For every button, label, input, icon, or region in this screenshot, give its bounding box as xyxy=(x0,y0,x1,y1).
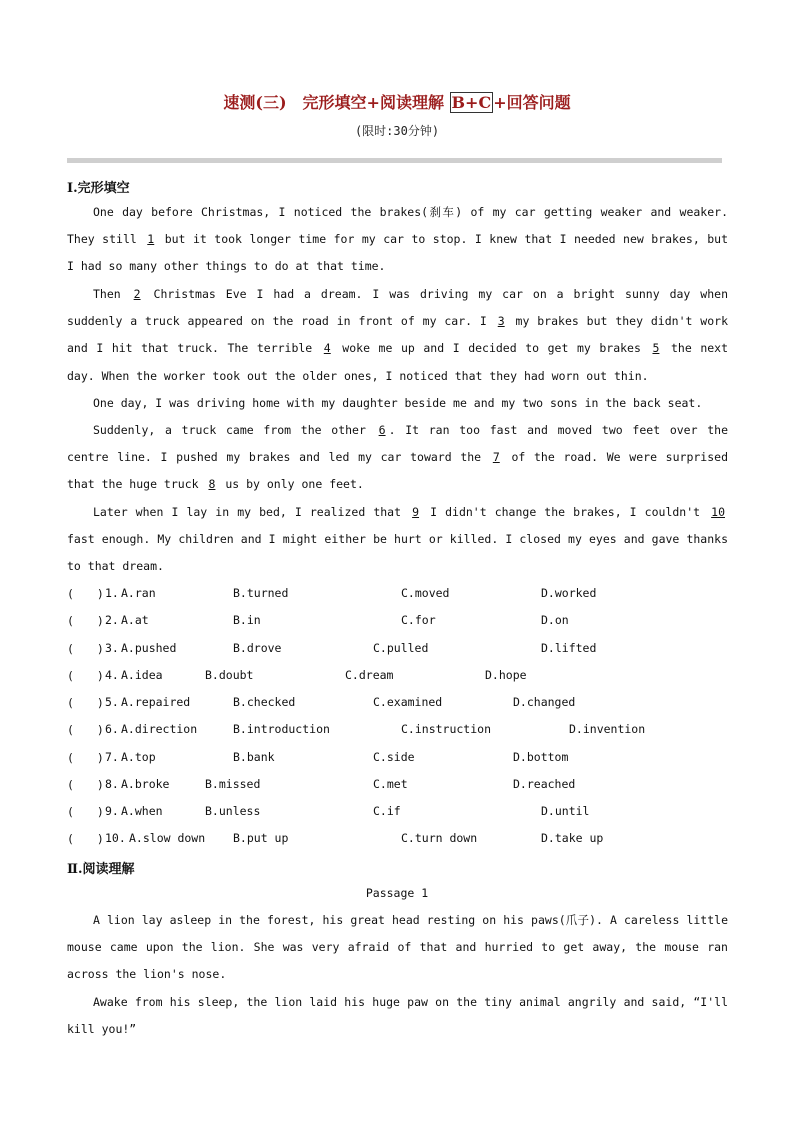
passage-title: Passage 1 xyxy=(365,886,429,900)
question-number: 10. xyxy=(105,831,126,845)
option-d: D.reached xyxy=(513,777,576,791)
question-8 xyxy=(67,777,728,797)
cloze-paragraph-2: Then 2 Christmas Eve I had a dream. I was driving my car on a bright sunny day when suddenly a truck appeared on the road in front of my car. I 3 my brakes but they didn't work and I hit that truck. The terrible 4 woke me up and I decided to get my brakes 5 the next day. When the worker took out the older ones, I noticed that they had worn out thin. xyxy=(67,281,728,390)
option-c: C.turn down xyxy=(401,831,478,845)
option-a: A.idea xyxy=(121,668,163,682)
blank-1: 1 xyxy=(147,232,155,247)
question-number: 7. xyxy=(105,750,119,764)
blank-2: 2 xyxy=(133,287,141,301)
option-b: B.doubt xyxy=(205,668,254,682)
question-number: 6. xyxy=(105,722,119,736)
option-d: D.worked xyxy=(541,586,597,600)
option-a: A.top xyxy=(121,750,156,764)
option-b: B.bank xyxy=(233,750,275,764)
answer-bracket[interactable]: ( ) xyxy=(67,832,104,846)
answer-bracket[interactable]: ( ) xyxy=(67,751,104,765)
title-text-end: +回答问题 xyxy=(493,93,571,112)
divider xyxy=(67,158,722,163)
title-text: 速测(三) 完形填空+阅读理解 xyxy=(223,93,450,112)
cloze-paragraph-1: One day before Christmas, I noticed the brakes(刹车) of my car getting weaker and weaker. They still 1 but it took longer time for my car to stop. I knew that I needed new brakes, but I had so many other things to do at that time. xyxy=(67,205,728,274)
option-a: A.broke xyxy=(121,777,170,791)
cloze-paragraph-4: Suddenly, a truck came from the other 6 . It ran too fast and moved two feet over the centre line. I pushed my brakes and led my car toward the 7 of the road. We were surprised that the huge truck 8 us by only one feet. xyxy=(67,417,728,499)
option-c: C.instruction xyxy=(401,722,492,736)
question-6 xyxy=(67,722,728,742)
question-number: 5. xyxy=(105,695,119,709)
option-d: D.take up xyxy=(541,831,604,845)
option-c: C.pulled xyxy=(373,641,429,655)
question-number: 1. xyxy=(105,586,119,600)
blank-7: 7 xyxy=(492,450,500,465)
blank-10: 10 xyxy=(711,505,725,519)
question-number: 4. xyxy=(105,668,119,682)
option-b: B.drove xyxy=(233,641,282,655)
answer-bracket[interactable]: ( ) xyxy=(67,778,104,792)
cloze-paragraph-5: Later when I lay in my bed, I realized that 9 I didn't change the brakes, I couldn't 10 fast enough. My children and I might either be hurt or killed. I closed my eyes and gave thanks to that dream. xyxy=(67,499,728,581)
option-a: A.pushed xyxy=(121,641,177,655)
option-d: D.lifted xyxy=(541,641,597,655)
reading-paragraph-2: Awake from his sleep, the lion laid his huge paw on the tiny animal angrily and said, “I'll kill you!” xyxy=(67,995,728,1037)
cloze-paragraph-3: One day, I was driving home with my daughter beside me and my two sons in the back seat. xyxy=(93,396,703,410)
option-d: D.until xyxy=(541,804,590,818)
blank-5: 5 xyxy=(652,341,660,356)
option-a: A.at xyxy=(121,613,149,627)
answer-bracket[interactable]: ( ) xyxy=(67,669,104,683)
section-heading-reading: Ⅱ.阅读理解 xyxy=(67,862,135,877)
blank-3: 3 xyxy=(497,314,505,329)
option-c: C.if xyxy=(373,804,401,818)
question-7 xyxy=(67,750,728,770)
option-b: B.introduction xyxy=(233,722,330,736)
option-b: B.put up xyxy=(233,831,289,845)
answer-bracket[interactable]: ( ) xyxy=(67,587,104,601)
reading-paragraph-1: A lion lay asleep in the forest, his great head resting on his paws(爪子). A careless little mouse came upon the lion. She was very afraid of that and hurried to get away, the mouse ran across the lion's nose. xyxy=(67,913,728,982)
option-c: C.for xyxy=(401,613,436,627)
option-d: D.hope xyxy=(485,668,527,682)
question-number: 8. xyxy=(105,777,119,791)
section-heading-cloze: Ⅰ.完形填空 xyxy=(67,181,130,196)
option-c: C.moved xyxy=(401,586,450,600)
option-a: A.repaired xyxy=(121,695,191,709)
answer-bracket[interactable]: ( ) xyxy=(67,642,104,656)
option-b: B.unless xyxy=(205,804,261,818)
option-d: D.bottom xyxy=(513,750,569,764)
answer-bracket[interactable]: ( ) xyxy=(67,696,104,710)
time-limit: (限时:30分钟) xyxy=(354,124,440,138)
answer-bracket[interactable]: ( ) xyxy=(67,805,104,819)
answer-bracket[interactable]: ( ) xyxy=(67,723,104,737)
blank-8: 8 xyxy=(208,477,216,492)
option-a: A.direction xyxy=(121,722,198,736)
question-number: 2. xyxy=(105,613,119,627)
option-a: A.ran xyxy=(121,586,156,600)
blank-9: 9 xyxy=(412,505,420,519)
option-d: D.on xyxy=(541,613,569,627)
page-title xyxy=(0,90,794,113)
option-b: B.turned xyxy=(233,586,289,600)
option-c: C.examined xyxy=(373,695,443,709)
option-a: A.slow down xyxy=(129,831,206,845)
option-d: D.changed xyxy=(513,695,576,709)
question-2 xyxy=(67,613,728,633)
option-c: C.dream xyxy=(345,668,394,682)
question-10 xyxy=(67,831,728,851)
answer-bracket[interactable]: ( ) xyxy=(67,614,104,628)
option-b: B.checked xyxy=(233,695,296,709)
question-number: 9. xyxy=(105,804,119,818)
option-b: B.missed xyxy=(205,777,261,791)
question-4 xyxy=(67,668,728,688)
option-a: A.when xyxy=(121,804,163,818)
option-c: C.side xyxy=(373,750,415,764)
option-b: B.in xyxy=(233,613,261,627)
question-1 xyxy=(67,586,728,606)
title-boxed-text: B+C xyxy=(451,93,492,112)
question-5 xyxy=(67,695,728,715)
blank-6: 6 xyxy=(378,423,386,437)
question-9 xyxy=(67,804,728,824)
option-c: C.met xyxy=(373,777,408,791)
option-d: D.invention xyxy=(569,722,646,736)
blank-4: 4 xyxy=(323,341,331,356)
question-3 xyxy=(67,641,728,661)
question-number: 3. xyxy=(105,641,119,655)
